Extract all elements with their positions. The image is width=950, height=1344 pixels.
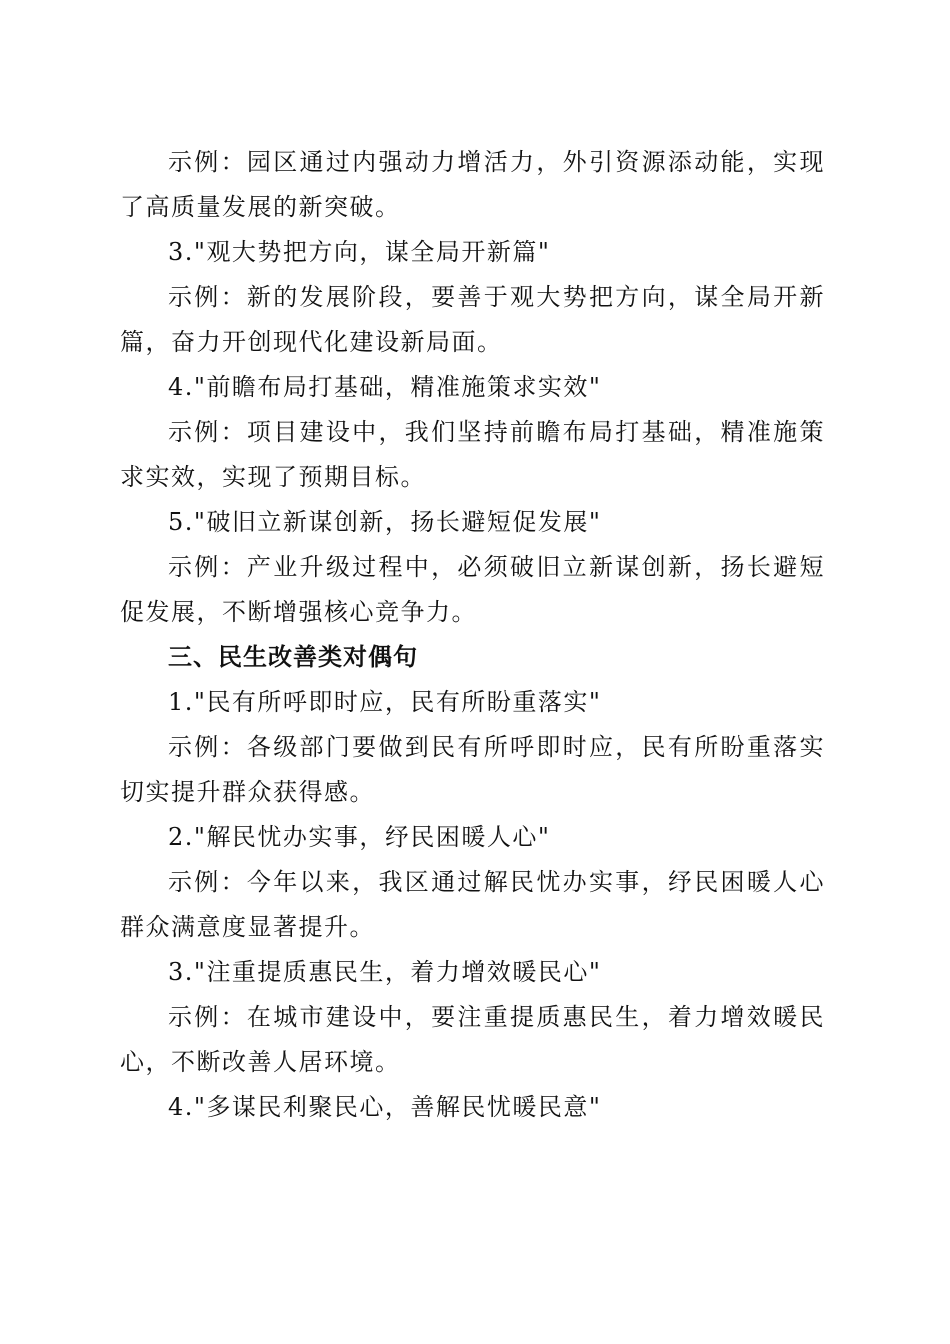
item-title: 4."多谋民利聚民心，善解民忧暖民意" bbox=[168, 1093, 602, 1121]
example-paragraph: 示例：新的发展阶段，要善于观大势把方向，谋全局开新篇，奋力开创现代化建设新局面。 bbox=[120, 283, 825, 356]
item-title: 3."注重提质惠民生，着力增效暖民心" bbox=[168, 958, 602, 986]
item-title: 3."观大势把方向，谋全局开新篇" bbox=[168, 238, 551, 266]
section-heading: 三、民生改善类对偶句 bbox=[168, 643, 418, 671]
item-title: 1."民有所呼即时应，民有所盼重落实" bbox=[168, 688, 602, 716]
item-title: 4."前瞻布局打基础，精准施策求实效" bbox=[168, 373, 602, 401]
example-paragraph: 示例：产业升级过程中，必须破旧立新谋创新，扬长避短促发展，不断增强核心竞争力。 bbox=[120, 553, 825, 626]
item-title: 2."解民忧办实事，纾民困暖人心" bbox=[168, 823, 551, 851]
example-paragraph: 示例：在城市建设中，要注重提质惠民生，着力增效暖民心，不断改善人居环境。 bbox=[120, 1003, 825, 1076]
example-paragraph: 示例：今年以来，我区通过解民忧办实事，纾民困暖人心群众满意度显著提升。 bbox=[120, 868, 825, 941]
document-body bbox=[120, 140, 825, 1130]
example-paragraph: 示例：各级部门要做到民有所呼即时应，民有所盼重落实切实提升群众获得感。 bbox=[120, 733, 825, 806]
example-paragraph: 示例：园区通过内强动力增活力，外引资源添动能，实现了高质量发展的新突破。 bbox=[120, 148, 825, 221]
item-title: 5."破旧立新谋创新，扬长避短促发展" bbox=[168, 508, 602, 536]
example-paragraph: 示例：项目建设中，我们坚持前瞻布局打基础，精准施策求实效，实现了预期目标。 bbox=[120, 418, 825, 491]
